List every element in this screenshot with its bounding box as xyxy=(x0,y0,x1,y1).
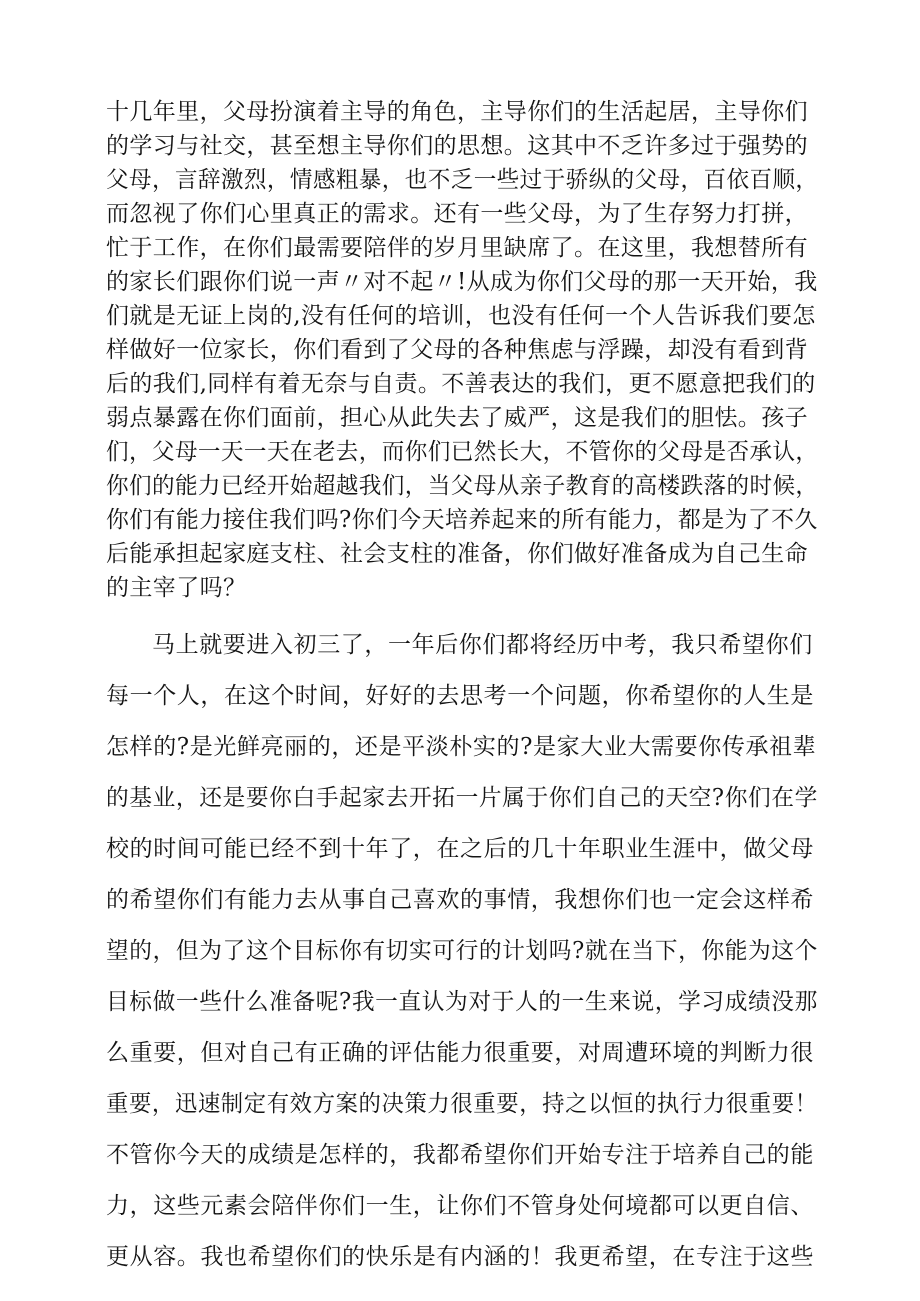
text-line: 力，这些元素会陪伴你们一生，让你们不管身处何境都可以更自信、 xyxy=(106,1193,814,1219)
text-line: 的学习与社交，甚至想主导你们的思想。这其中不乏许多过于强势的 xyxy=(106,133,808,159)
text-line: 望的，但为了这个目标你有切实可行的计划吗?就在当下，你能为这个 xyxy=(106,938,818,964)
text-line: 而忽视了你们心里真正的需求。还有一些父母，为了生存努力打拼， xyxy=(106,201,808,227)
text-line: 们，父母一天一天在老去，而你们已然长大，不管你的父母是否承认， xyxy=(106,439,819,465)
text-line: 你们有能力接住我们吗?你们今天培养起来的所有能力，都是为了不久 xyxy=(106,507,818,533)
text-line: 重要，迅速制定有效方案的决策力很重要，持之以恒的执行力很重要！ xyxy=(106,1091,818,1117)
text-line: 更从容。我也希望你们的快乐是有内涵的！我更希望，在专注于这些 xyxy=(106,1244,814,1270)
text-line: 的家长们跟你们说一声〃对不起〃!从成为你们父母的那一天开始，我 xyxy=(106,269,818,295)
text-line: 马上就要进入初三了，一年后你们都将经历中考，我只希望你们 xyxy=(152,632,813,658)
text-line: 每一个人，在这个时间，好好的去思考一个问题，你希望你的人生是 xyxy=(106,683,814,709)
text-line: 们就是无证上岗的,没有任何的培训，也没有任何一个人告诉我们要怎 xyxy=(106,303,816,329)
text-line: 的希望你们有能力去从事自己喜欢的事情，我想你们也一定会这样希 xyxy=(106,887,814,913)
text-line: 校的时间可能已经不到十年了，在之后的几十年职业生涯中，做父母 xyxy=(106,836,814,862)
text-line: 后能承担起家庭支柱、社会支柱的准备，你们做好准备成为自己生命 xyxy=(106,541,808,567)
text-line: 的基业，还是要你白手起家去开拓一片属于你们自己的天空?你们在学 xyxy=(106,785,818,811)
text-line: 的主宰了吗？ xyxy=(106,575,247,601)
text-line: 你们的能力已经开始超越我们，当父母从亲子教育的高楼跌落的时候， xyxy=(106,473,819,499)
text-line: 后的我们,同样有着无奈与自责。不善表达的我们，更不愿意把我们的 xyxy=(106,371,816,397)
text-line: 父母，言辞激烈，情感粗暴，也不乏一些过于骄纵的父母，百依百顺， xyxy=(106,167,819,193)
text-line: 样做好一位家长，你们看到了父母的各种焦虑与浮躁，却没有看到背 xyxy=(106,337,808,363)
text-line: 弱点暴露在你们面前，担心从此失去了威严，这是我们的胆怯。孩子 xyxy=(106,405,808,431)
text-line: 忙于工作，在你们最需要陪伴的岁月里缺席了。在这里，我想替所有 xyxy=(106,235,808,261)
text-line: 么重要，但对自己有正确的评估能力很重要，对周遭环境的判断力很 xyxy=(106,1040,814,1066)
text-line: 十几年里，父母扮演着主导的角色，主导你们的生活起居，主导你们 xyxy=(106,99,808,125)
text-line: 不管你今天的成绩是怎样的，我都希望你们开始专注于培养自己的能 xyxy=(106,1142,814,1168)
text-line: 怎样的?是光鲜亮丽的，还是平淡朴实的?是家大业大需要你传承祖辈 xyxy=(106,734,817,760)
text-line: 目标做一些什么准备呢?我一直认为对于人的一生来说，学习成绩没那 xyxy=(106,989,818,1015)
